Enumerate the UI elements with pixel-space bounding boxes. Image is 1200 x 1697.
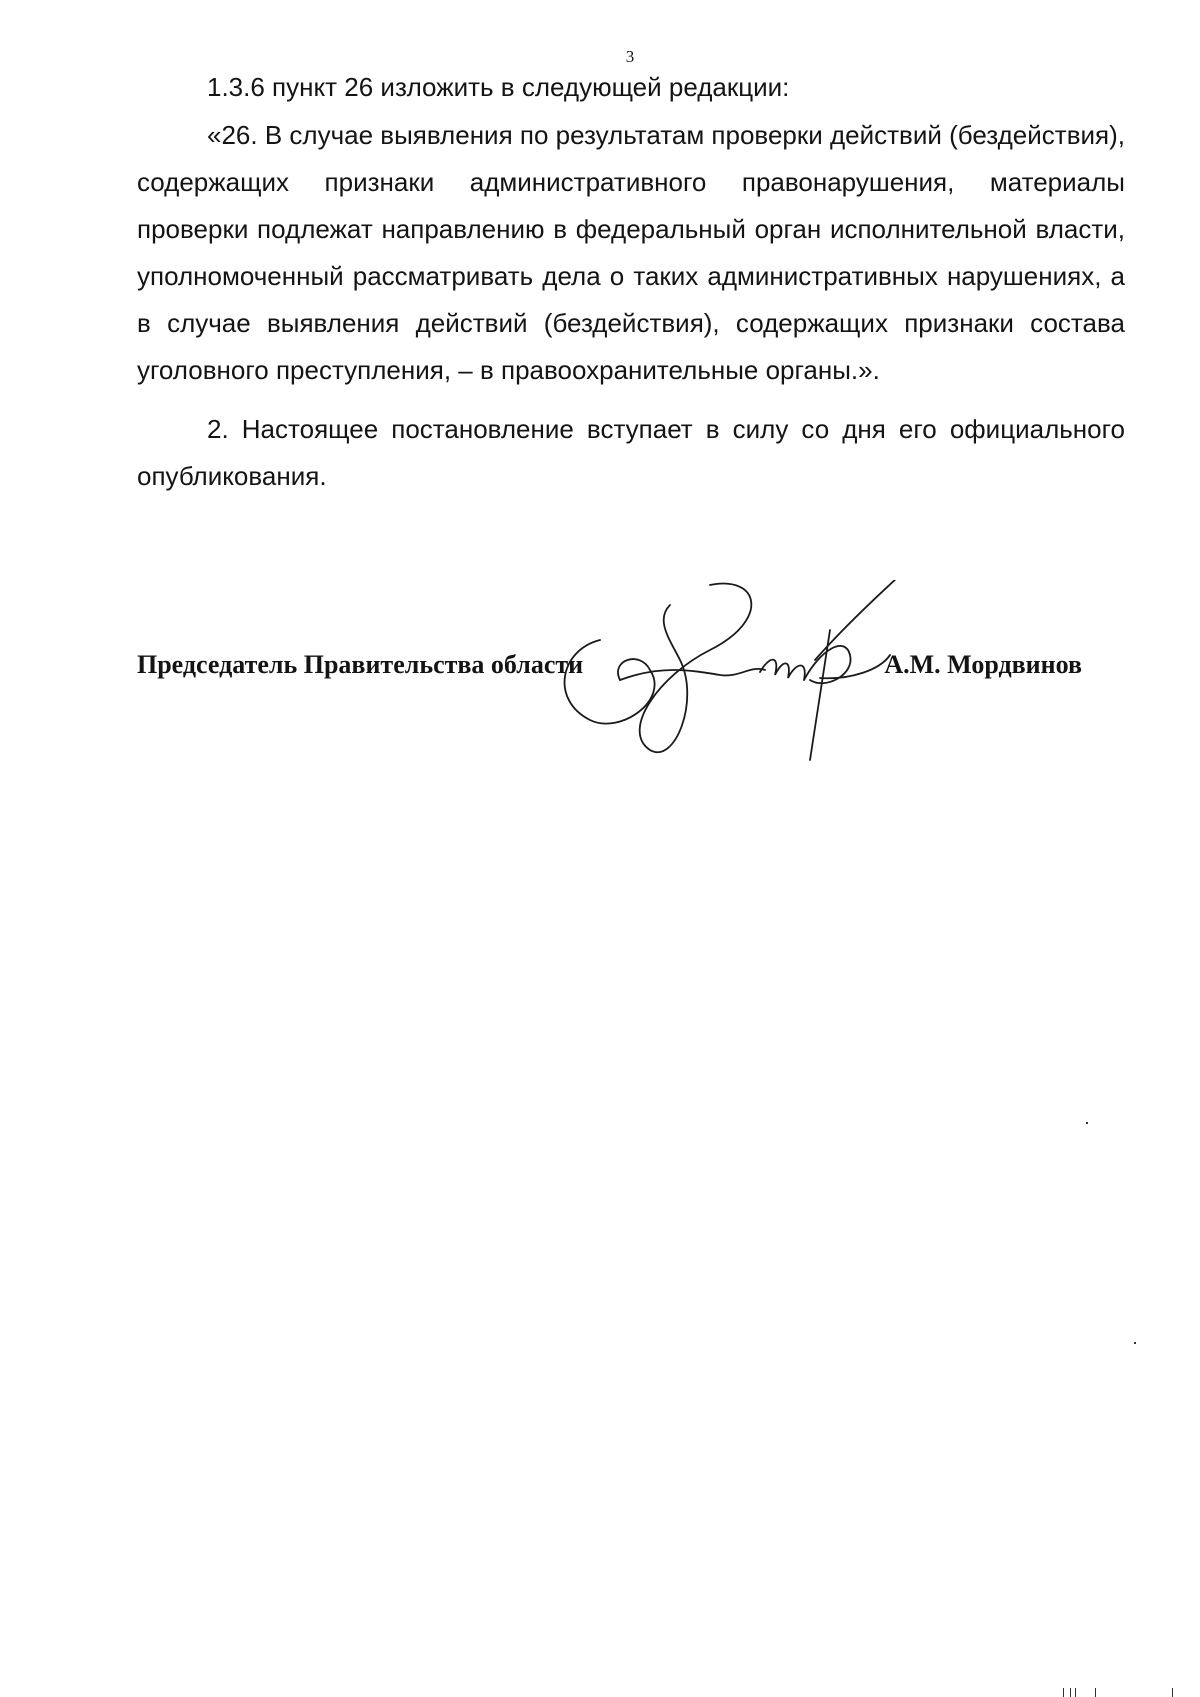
page-number: 3 [625,47,635,66]
paragraph-point-26-text: «26. В случае выявления по результатам проверки действий (бездействия), содержащих признаки административного правонарушения, материалы проверки подлежат направлению в федеральный орган исполнительной власти, уполномоченный рассматривать дела о таких административных нарушениях, а в случае выявления действий (бездействия), содержащих признаки состава уголовного преступления, – в правоохранительные органы.». [137,120,1125,385]
paragraph-item-1-3-6: 1.3.6 пункт 26 изложить в следующей редакции: [207,72,790,102]
paragraph-effective-date: 2. Настоящее постановление вступает в силу со дня его официального опубликования. [137,414,1125,491]
scan-tick [1095,1688,1096,1697]
scan-tick [1063,1688,1064,1697]
scan-tick [1172,1688,1173,1697]
scan-tick [1075,1688,1076,1697]
scan-dot [1134,1342,1136,1344]
signature-block [137,650,1082,690]
signer-name: А.М. Мордвинов [884,650,1082,679]
scan-tick [1070,1688,1071,1697]
scan-dot [1086,1122,1088,1124]
signer-position: Председатель Правительства области [137,650,584,679]
